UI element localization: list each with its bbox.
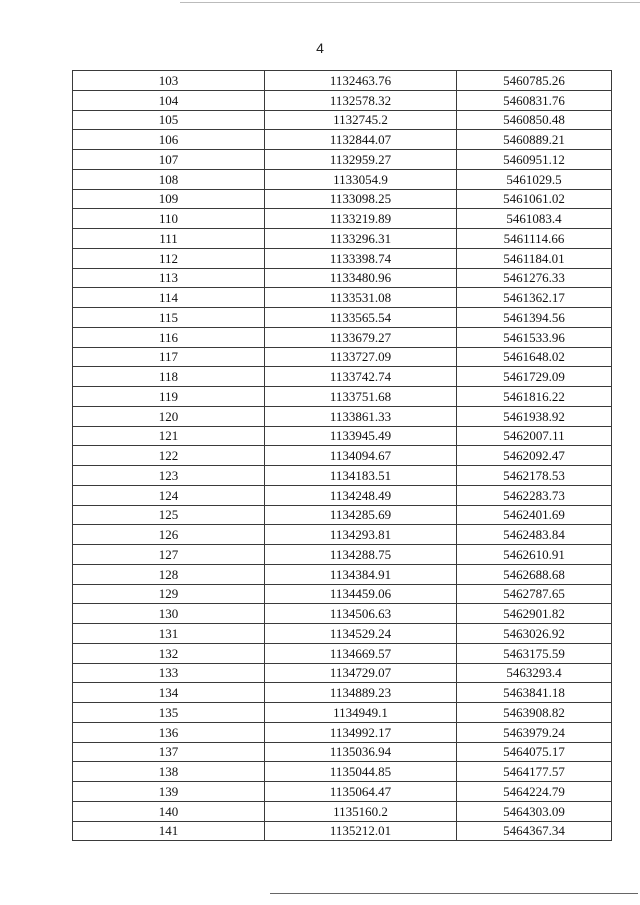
- x-coordinate-cell: 1133861.33: [265, 406, 457, 426]
- y-coordinate-cell: 5461083.4: [457, 209, 612, 229]
- point-number-cell: 120: [73, 406, 265, 426]
- point-number-cell: 130: [73, 604, 265, 624]
- page-number: 4: [316, 40, 324, 56]
- x-coordinate-cell: 1133054.9: [265, 169, 457, 189]
- y-coordinate-cell: 5462283.73: [457, 485, 612, 505]
- y-coordinate-cell: 5464303.09: [457, 801, 612, 821]
- x-coordinate-cell: 1132463.76: [265, 71, 457, 91]
- y-coordinate-cell: 5464075.17: [457, 742, 612, 762]
- x-coordinate-cell: 1134889.23: [265, 683, 457, 703]
- x-coordinate-cell: 1135064.47: [265, 782, 457, 802]
- y-coordinate-cell: 5461648.02: [457, 347, 612, 367]
- table-row: [73, 229, 612, 249]
- table-row: [73, 624, 612, 644]
- y-coordinate-cell: 5461061.02: [457, 189, 612, 209]
- y-coordinate-cell: 5463026.92: [457, 624, 612, 644]
- point-number-cell: 127: [73, 545, 265, 565]
- x-coordinate-cell: 1134459.06: [265, 584, 457, 604]
- y-coordinate-cell: 5461029.5: [457, 169, 612, 189]
- point-number-cell: 128: [73, 564, 265, 584]
- y-coordinate-cell: 5462007.11: [457, 426, 612, 446]
- y-coordinate-cell: 5460850.48: [457, 110, 612, 130]
- table-row: [73, 130, 612, 150]
- x-coordinate-cell: 1134094.67: [265, 446, 457, 466]
- table-row: [73, 169, 612, 189]
- y-coordinate-cell: 5462483.84: [457, 525, 612, 545]
- coordinates-table: [72, 70, 612, 841]
- x-coordinate-cell: 1134384.91: [265, 564, 457, 584]
- point-number-cell: 112: [73, 248, 265, 268]
- table-row: [73, 545, 612, 565]
- table-row: [73, 466, 612, 486]
- table-row: [73, 209, 612, 229]
- x-coordinate-cell: 1134248.49: [265, 485, 457, 505]
- y-coordinate-cell: 5464367.34: [457, 821, 612, 841]
- point-number-cell: 136: [73, 722, 265, 742]
- table-row: [73, 742, 612, 762]
- x-coordinate-cell: 1133098.25: [265, 189, 457, 209]
- y-coordinate-cell: 5463841.18: [457, 683, 612, 703]
- x-coordinate-cell: 1134529.24: [265, 624, 457, 644]
- point-number-cell: 135: [73, 703, 265, 723]
- y-coordinate-cell: 5461729.09: [457, 367, 612, 387]
- point-number-cell: 114: [73, 288, 265, 308]
- point-number-cell: 103: [73, 71, 265, 91]
- top-scan-rule: [180, 2, 640, 3]
- table-row: [73, 150, 612, 170]
- x-coordinate-cell: 1132959.27: [265, 150, 457, 170]
- table-row: [73, 703, 612, 723]
- y-coordinate-cell: 5464224.79: [457, 782, 612, 802]
- table-row: [73, 189, 612, 209]
- x-coordinate-cell: 1133296.31: [265, 229, 457, 249]
- x-coordinate-cell: 1134669.57: [265, 643, 457, 663]
- x-coordinate-cell: 1133565.54: [265, 308, 457, 328]
- y-coordinate-cell: 5463908.82: [457, 703, 612, 723]
- point-number-cell: 124: [73, 485, 265, 505]
- x-coordinate-cell: 1132745.2: [265, 110, 457, 130]
- x-coordinate-cell: 1135044.85: [265, 762, 457, 782]
- y-coordinate-cell: 5461394.56: [457, 308, 612, 328]
- point-number-cell: 106: [73, 130, 265, 150]
- point-number-cell: 137: [73, 742, 265, 762]
- x-coordinate-cell: 1132844.07: [265, 130, 457, 150]
- coordinates-table-body: [73, 71, 612, 841]
- bottom-scan-rule: [270, 893, 638, 894]
- y-coordinate-cell: 5461816.22: [457, 387, 612, 407]
- table-row: [73, 71, 612, 91]
- point-number-cell: 108: [73, 169, 265, 189]
- point-number-cell: 111: [73, 229, 265, 249]
- table-row: [73, 505, 612, 525]
- y-coordinate-cell: 5464177.57: [457, 762, 612, 782]
- point-number-cell: 129: [73, 584, 265, 604]
- x-coordinate-cell: 1133531.08: [265, 288, 457, 308]
- x-coordinate-cell: 1135160.2: [265, 801, 457, 821]
- table-row: [73, 367, 612, 387]
- x-coordinate-cell: 1133727.09: [265, 347, 457, 367]
- x-coordinate-cell: 1133480.96: [265, 268, 457, 288]
- table-row: [73, 268, 612, 288]
- point-number-cell: 115: [73, 308, 265, 328]
- y-coordinate-cell: 5462610.91: [457, 545, 612, 565]
- point-number-cell: 125: [73, 505, 265, 525]
- table-row: [73, 406, 612, 426]
- table-row: [73, 663, 612, 683]
- x-coordinate-cell: 1134293.81: [265, 525, 457, 545]
- table-row: [73, 525, 612, 545]
- x-coordinate-cell: 1135212.01: [265, 821, 457, 841]
- point-number-cell: 107: [73, 150, 265, 170]
- x-coordinate-cell: 1133219.89: [265, 209, 457, 229]
- table-row: [73, 762, 612, 782]
- point-number-cell: 131: [73, 624, 265, 644]
- y-coordinate-cell: 5461276.33: [457, 268, 612, 288]
- y-coordinate-cell: 5462401.69: [457, 505, 612, 525]
- point-number-cell: 134: [73, 683, 265, 703]
- table-row: [73, 485, 612, 505]
- y-coordinate-cell: 5463979.24: [457, 722, 612, 742]
- point-number-cell: 110: [73, 209, 265, 229]
- table-row: [73, 248, 612, 268]
- point-number-cell: 126: [73, 525, 265, 545]
- table-row: [73, 387, 612, 407]
- point-number-cell: 122: [73, 446, 265, 466]
- point-number-cell: 140: [73, 801, 265, 821]
- table-row: [73, 564, 612, 584]
- table-row: [73, 327, 612, 347]
- table-row: [73, 584, 612, 604]
- point-number-cell: 109: [73, 189, 265, 209]
- x-coordinate-cell: 1134288.75: [265, 545, 457, 565]
- x-coordinate-cell: 1133751.68: [265, 387, 457, 407]
- y-coordinate-cell: 5460889.21: [457, 130, 612, 150]
- x-coordinate-cell: 1133945.49: [265, 426, 457, 446]
- x-coordinate-cell: 1132578.32: [265, 90, 457, 110]
- y-coordinate-cell: 5462901.82: [457, 604, 612, 624]
- table-row: [73, 821, 612, 841]
- x-coordinate-cell: 1134183.51: [265, 466, 457, 486]
- point-number-cell: 113: [73, 268, 265, 288]
- y-coordinate-cell: 5460785.26: [457, 71, 612, 91]
- point-number-cell: 133: [73, 663, 265, 683]
- table-row: [73, 683, 612, 703]
- table-row: [73, 782, 612, 802]
- table-row: [73, 288, 612, 308]
- y-coordinate-cell: 5460831.76: [457, 90, 612, 110]
- point-number-cell: 123: [73, 466, 265, 486]
- x-coordinate-cell: 1134506.63: [265, 604, 457, 624]
- table-row: [73, 347, 612, 367]
- x-coordinate-cell: 1133679.27: [265, 327, 457, 347]
- table-row: [73, 446, 612, 466]
- table-row: [73, 308, 612, 328]
- y-coordinate-cell: 5461114.66: [457, 229, 612, 249]
- point-number-cell: 116: [73, 327, 265, 347]
- x-coordinate-cell: 1134992.17: [265, 722, 457, 742]
- table-row: [73, 801, 612, 821]
- table-row: [73, 90, 612, 110]
- y-coordinate-cell: 5462092.47: [457, 446, 612, 466]
- x-coordinate-cell: 1133398.74: [265, 248, 457, 268]
- point-number-cell: 119: [73, 387, 265, 407]
- point-number-cell: 139: [73, 782, 265, 802]
- table-row: [73, 643, 612, 663]
- y-coordinate-cell: 5460951.12: [457, 150, 612, 170]
- point-number-cell: 105: [73, 110, 265, 130]
- y-coordinate-cell: 5462787.65: [457, 584, 612, 604]
- y-coordinate-cell: 5462688.68: [457, 564, 612, 584]
- point-number-cell: 118: [73, 367, 265, 387]
- y-coordinate-cell: 5461184.01: [457, 248, 612, 268]
- x-coordinate-cell: 1134285.69: [265, 505, 457, 525]
- point-number-cell: 104: [73, 90, 265, 110]
- y-coordinate-cell: 5463175.59: [457, 643, 612, 663]
- y-coordinate-cell: 5462178.53: [457, 466, 612, 486]
- x-coordinate-cell: 1133742.74: [265, 367, 457, 387]
- x-coordinate-cell: 1134949.1: [265, 703, 457, 723]
- table-row: [73, 604, 612, 624]
- table-row: [73, 722, 612, 742]
- y-coordinate-cell: 5461362.17: [457, 288, 612, 308]
- y-coordinate-cell: 5461938.92: [457, 406, 612, 426]
- point-number-cell: 132: [73, 643, 265, 663]
- point-number-cell: 138: [73, 762, 265, 782]
- table-row: [73, 426, 612, 446]
- point-number-cell: 117: [73, 347, 265, 367]
- y-coordinate-cell: 5461533.96: [457, 327, 612, 347]
- point-number-cell: 121: [73, 426, 265, 446]
- x-coordinate-cell: 1134729.07: [265, 663, 457, 683]
- y-coordinate-cell: 5463293.4: [457, 663, 612, 683]
- x-coordinate-cell: 1135036.94: [265, 742, 457, 762]
- point-number-cell: 141: [73, 821, 265, 841]
- table-row: [73, 110, 612, 130]
